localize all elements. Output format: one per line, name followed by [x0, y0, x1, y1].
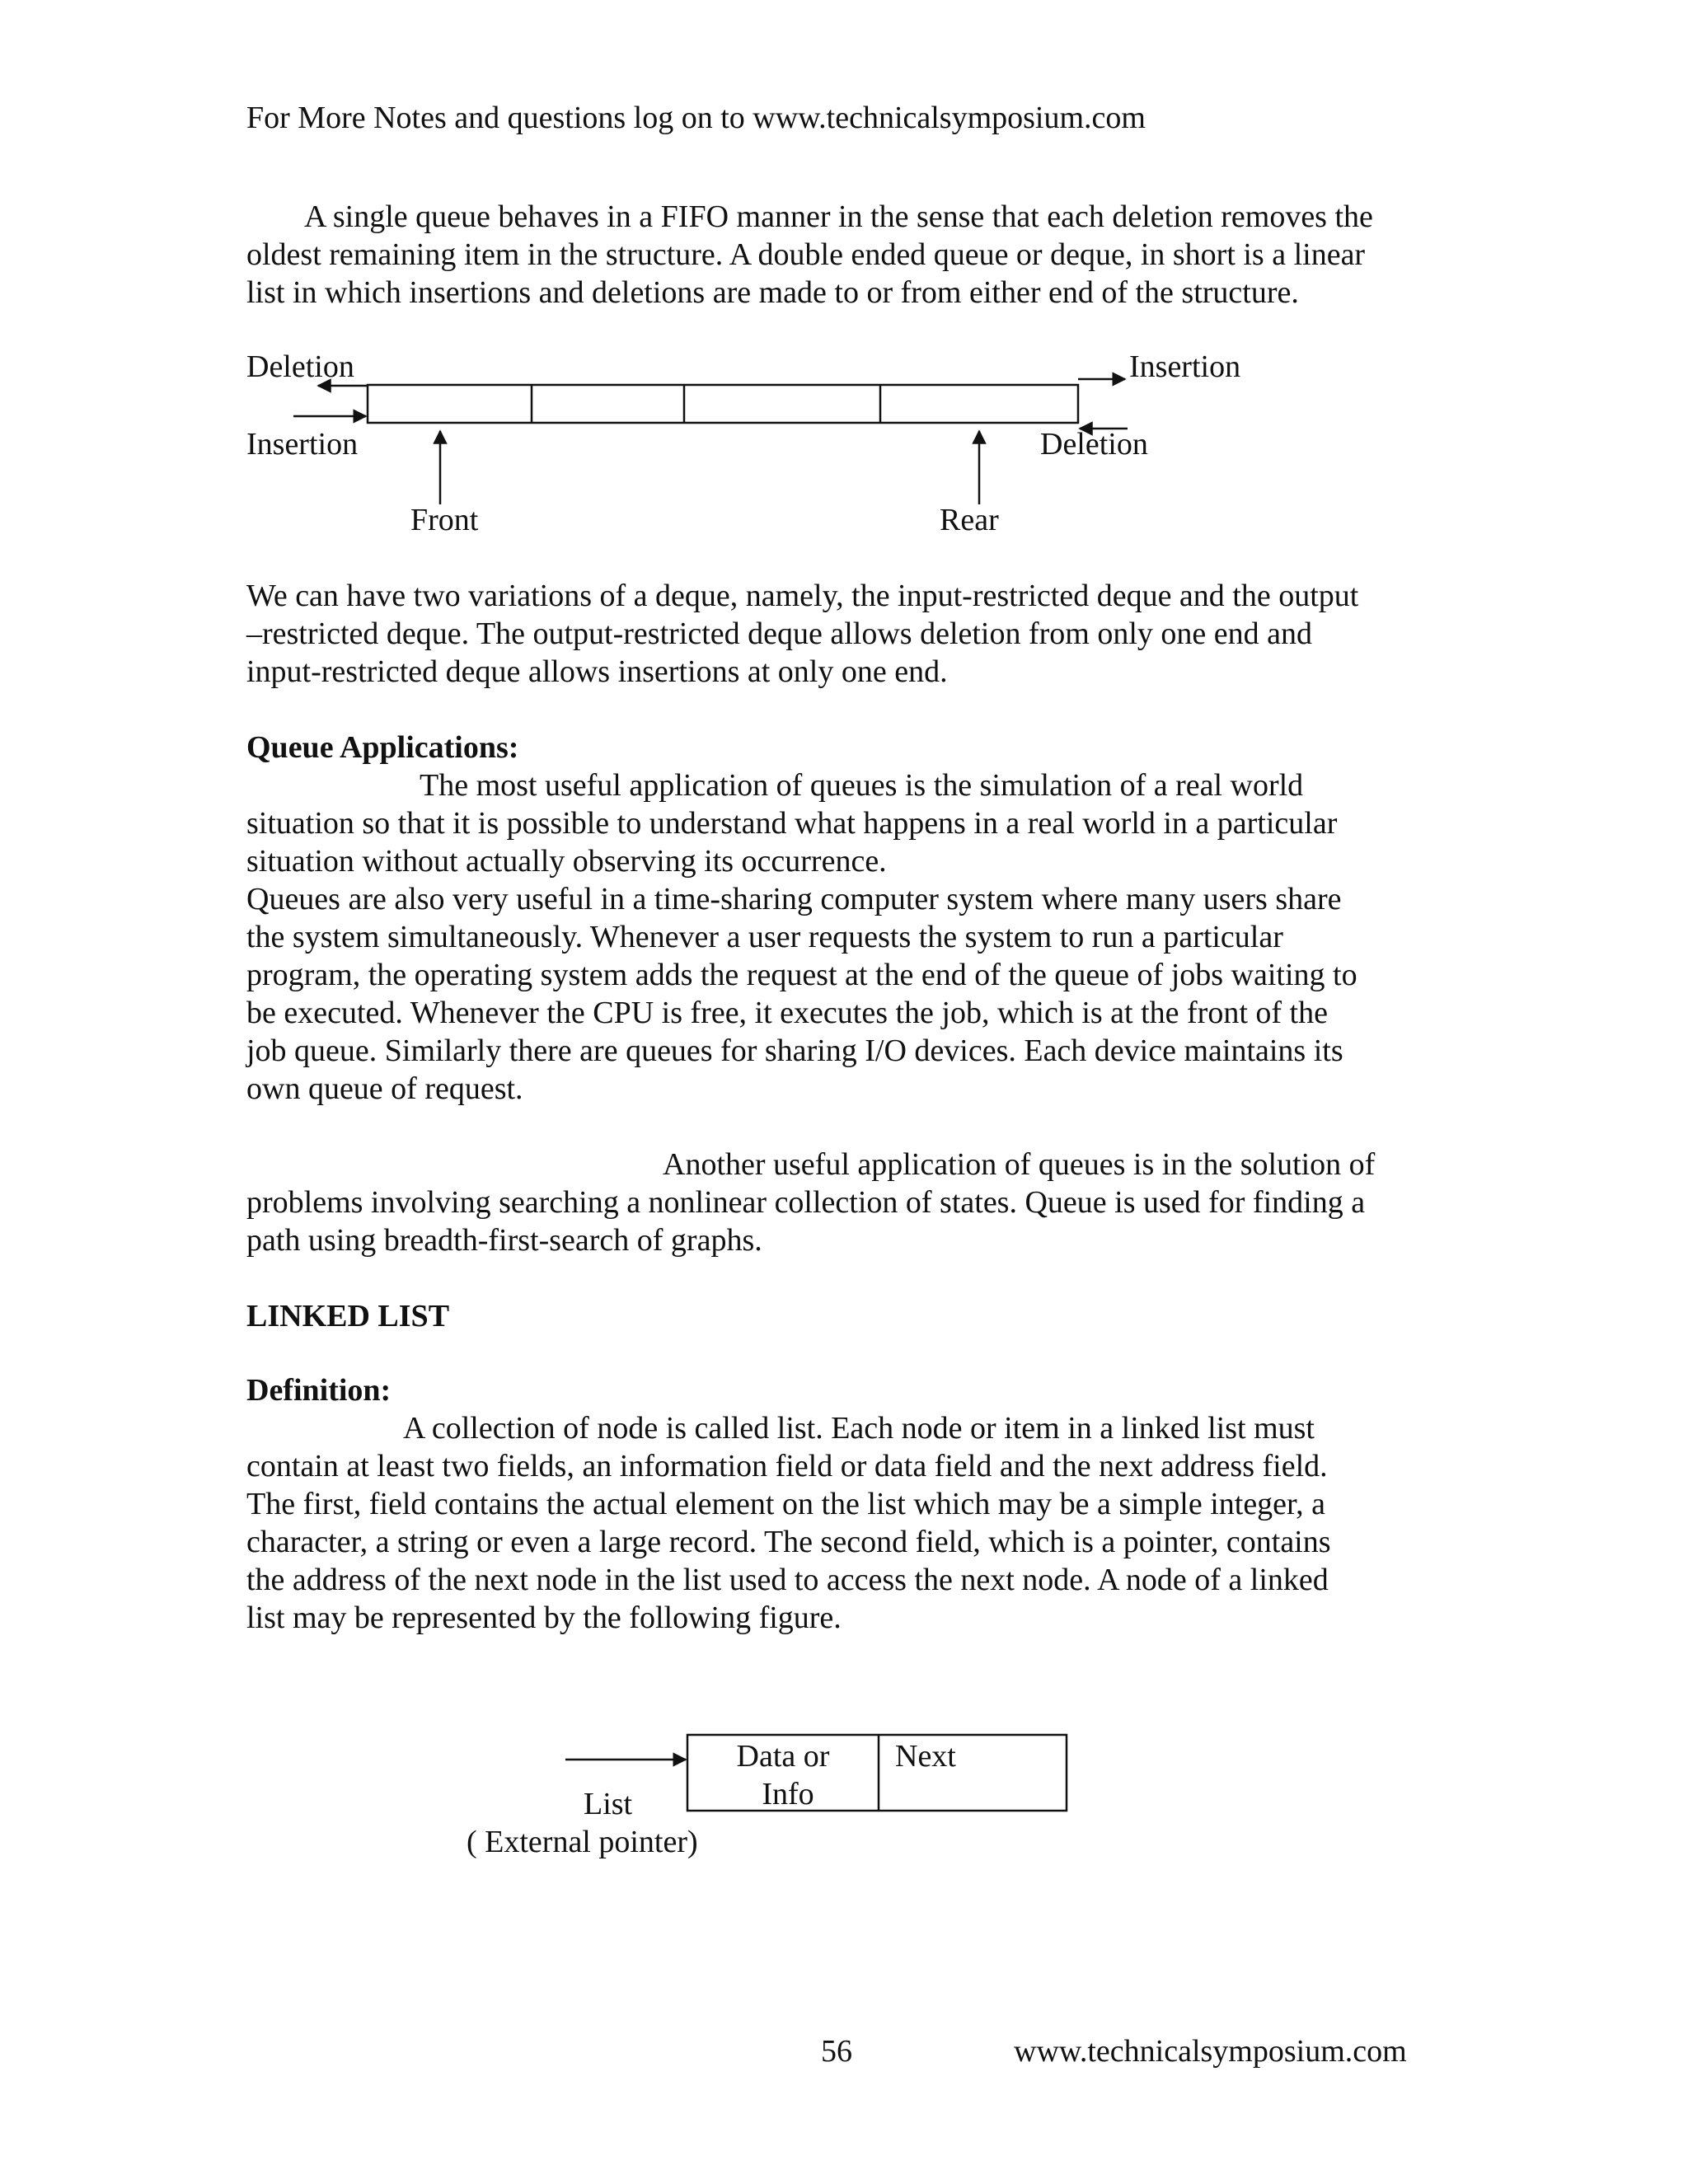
definition-paragraph [246, 1409, 1433, 1637]
data-field-label-2: Info [762, 1777, 814, 1811]
text-line: A single queue behaves in a FIFO manner in the sense that each deletion removes the [304, 199, 1373, 234]
variations-paragraph [246, 577, 1433, 691]
text-line: own queue of request. [246, 1071, 523, 1106]
linked-list-heading: LINKED LIST [246, 1299, 450, 1333]
text-line: The most useful application of queues is the simulation of a real world [420, 768, 1304, 803]
text-line: path using breadth-first-search of graphs. [246, 1223, 762, 1258]
external-pointer-caption: ( External pointer) [467, 1825, 698, 1859]
right-insertion-label: Insertion [1129, 349, 1241, 384]
front-label: Front [410, 503, 479, 537]
text-line: program, the operating system adds the request at the end of the queue of jobs waiting to [246, 958, 1357, 992]
text-line: the system simultaneously. Whenever a user requests the system to run a particular [246, 920, 1283, 954]
page-number: 56 [821, 2034, 852, 2069]
text-line: problems involving searching a nonlinear collection of states. Queue is used for finding a [246, 1185, 1366, 1220]
text-line: the address of the next node in the list used to access the next node. A node of a linked [246, 1563, 1329, 1597]
text-line: job queue. Similarly there are queues for sharing I/O devices. Each device maintains its [246, 1033, 1343, 1068]
text-line: Queues are also very useful in a time-sharing computer system where many users share [246, 882, 1342, 916]
deque-box [368, 385, 1078, 423]
right-deletion-label: Deletion [1040, 427, 1148, 462]
text-line: situation so that it is possible to understand what happens in a real world in a particular [246, 806, 1338, 841]
text-line: list may be represented by the following figure. [246, 1601, 842, 1635]
left-insertion-label: Insertion [246, 427, 359, 462]
text-line: A collection of node is called list. Each node or item in a linked list must [403, 1411, 1315, 1446]
applications-paragraph-2 [246, 1146, 1433, 1259]
text-line: The first, field contains the actual element on the list which may be a simple integer, a [246, 1487, 1326, 1521]
text-line: contain at least two fields, an information field or data field and the next address field. [246, 1449, 1328, 1483]
next-field-label: Next [895, 1739, 956, 1774]
footer-site: www.technicalsymposium.com [1014, 2034, 1407, 2069]
page-header: For More Notes and questions log on to www.technicalsymposium.com [246, 101, 1146, 135]
list-pointer-label: List [584, 1787, 633, 1821]
text-line: We can have two variations of a deque, namely, the input-restricted deque and the output [246, 579, 1359, 613]
queue-applications-heading: Queue Applications: [246, 730, 519, 765]
left-deletion-label: Deletion [246, 349, 354, 384]
text-line: be executed. Whenever the CPU is free, it executes the job, which is at the front of the [246, 996, 1328, 1030]
applications-paragraph-1 [246, 766, 1433, 1108]
intro-paragraph [246, 198, 1433, 312]
text-line: Another useful application of queues is in the solution of [663, 1147, 1376, 1182]
text-line: situation without actually observing its occurrence. [246, 844, 887, 879]
rear-label: Rear [940, 503, 999, 537]
text-line: character, a string or even a large record. The second field, which is a pointer, contains [246, 1525, 1331, 1559]
text-line: oldest remaining item in the structure. A double ended queue or deque, in short is a linear [246, 237, 1366, 272]
definition-heading: Definition: [246, 1373, 392, 1408]
text-line: input-restricted deque allows insertions at only one end. [246, 654, 948, 689]
text-line: –restricted deque. The output-restricted deque allows deletion from only one end and [246, 616, 1313, 651]
text-line: list in which insertions and deletions are made to or from either end of the structure. [246, 275, 1299, 310]
data-field-label-1: Data or [736, 1739, 830, 1774]
